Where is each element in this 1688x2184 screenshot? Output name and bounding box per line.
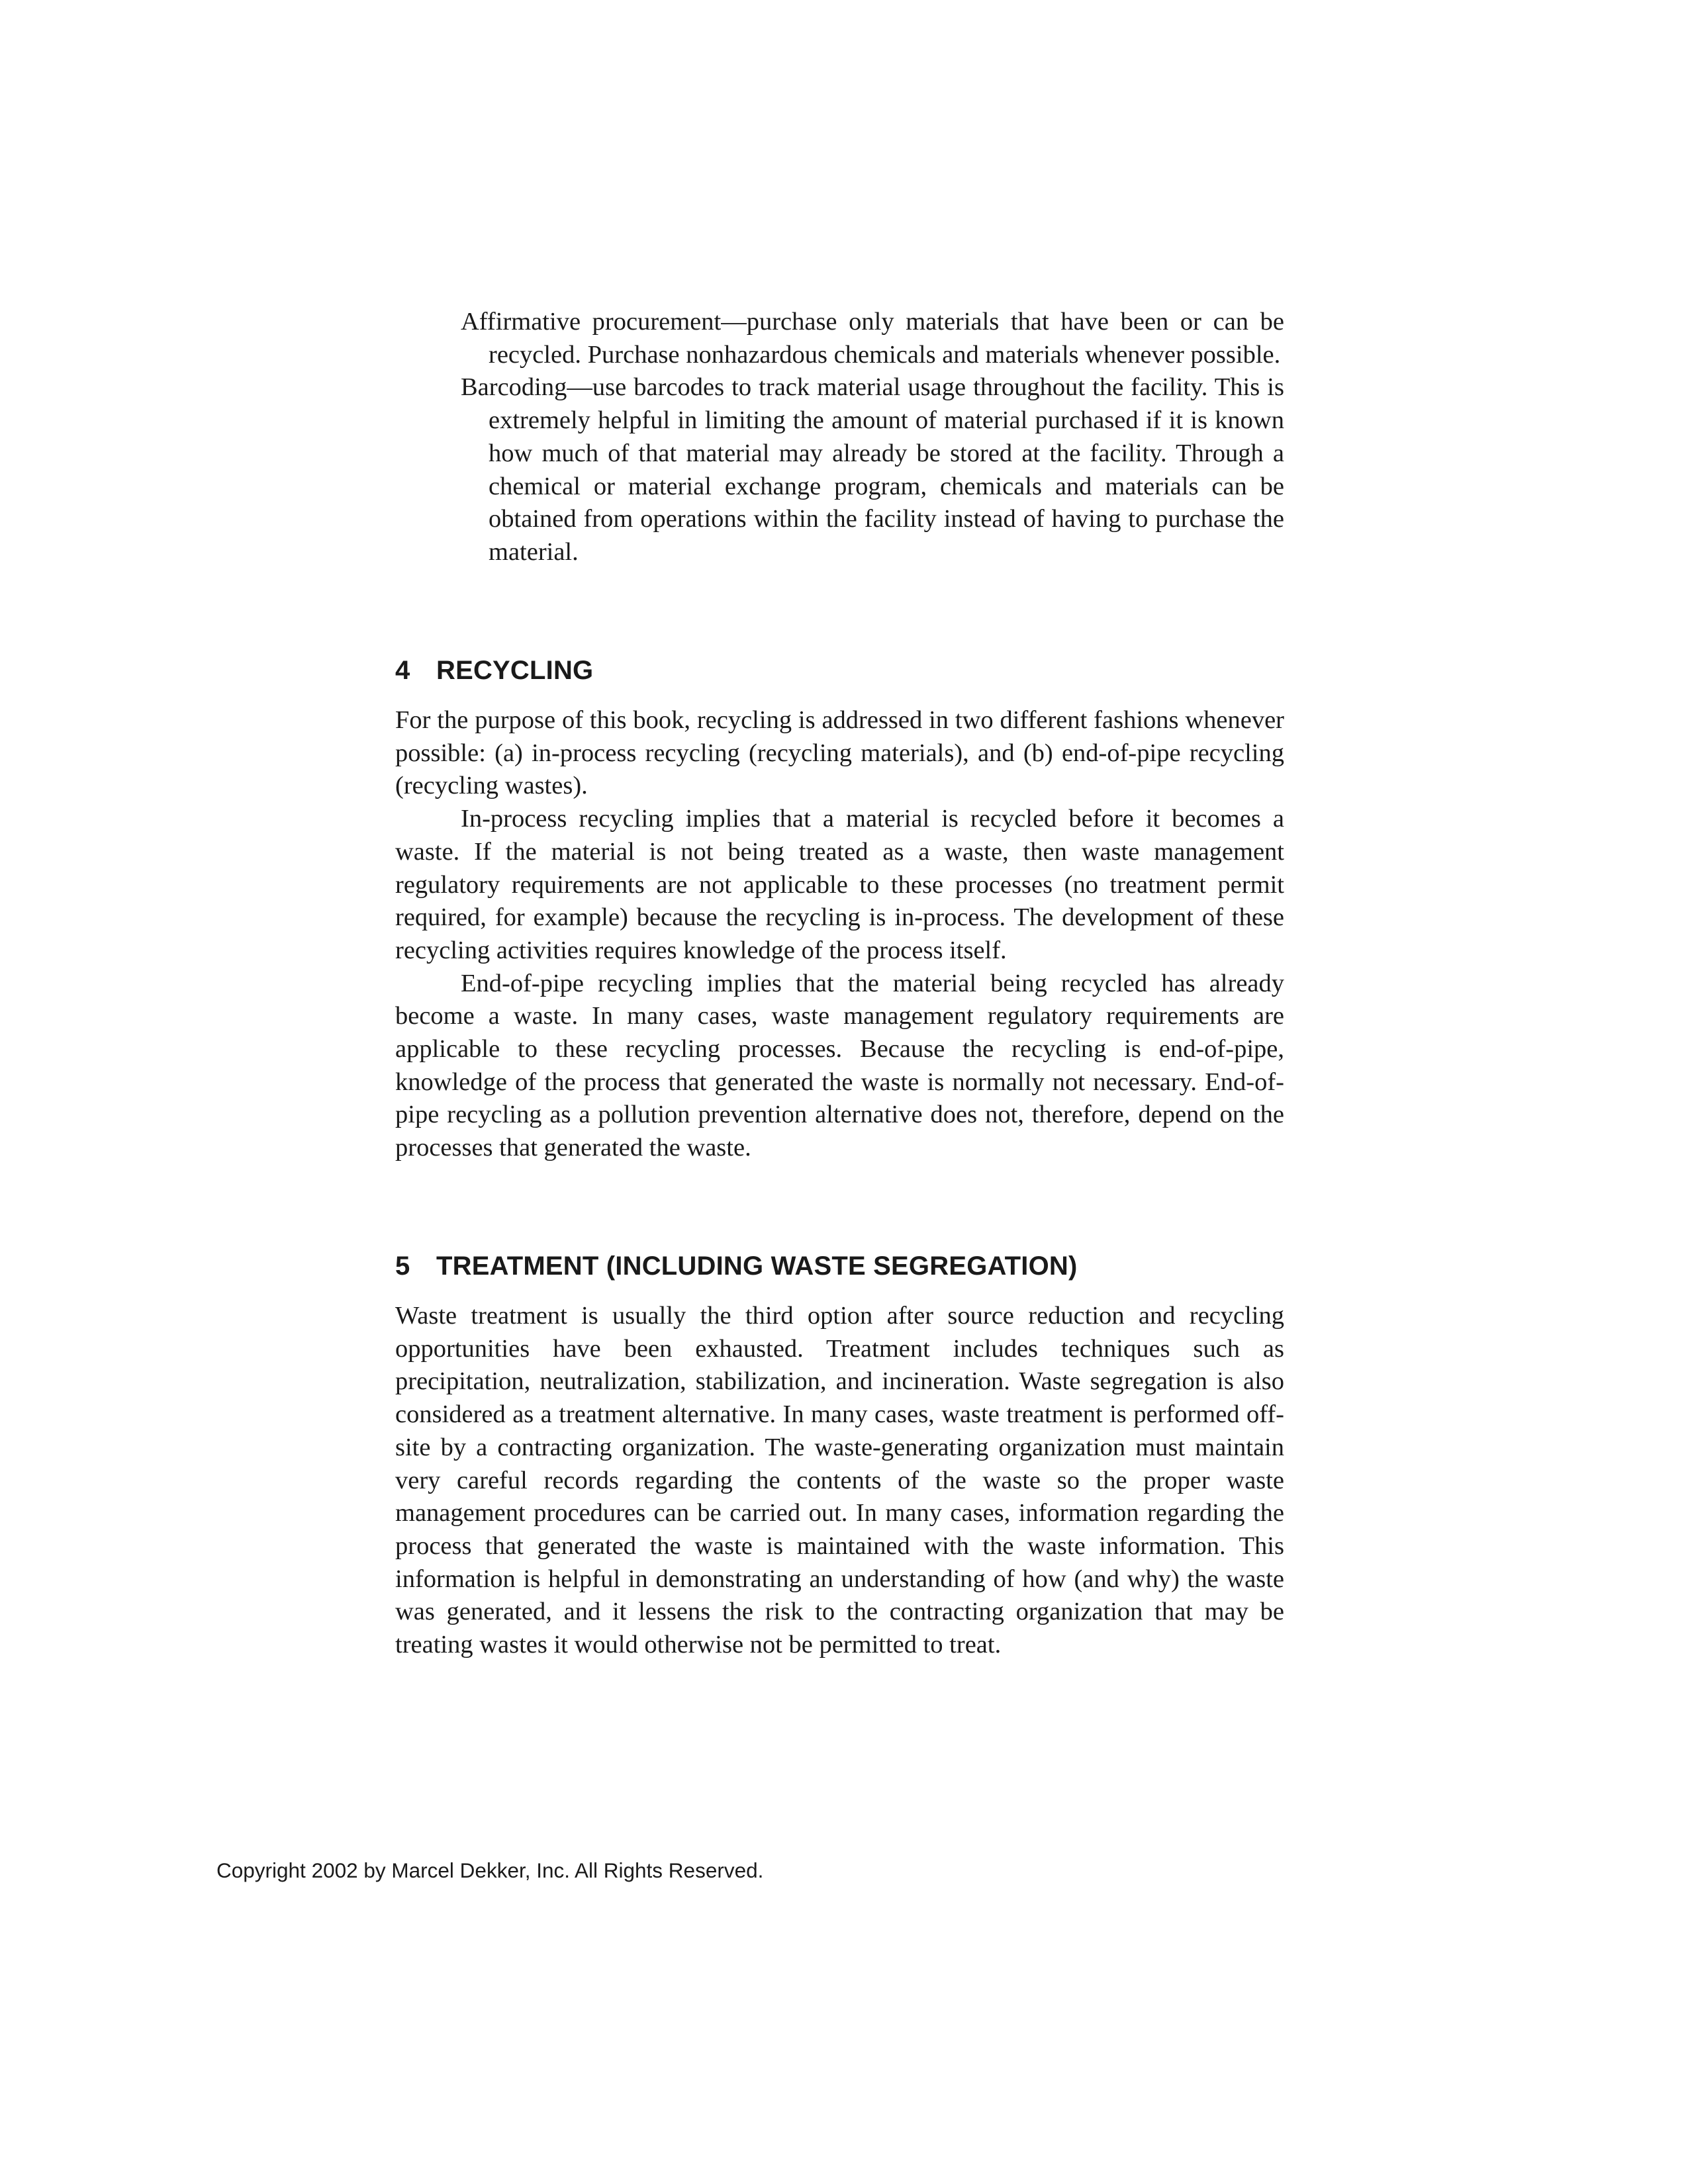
paragraph: In-process recycling implies that a material is recycled before it becomes a waste. If the material is not being treated as a waste, then waste management regulatory requirements are not applicable to these processes (no treatment permit required, for example) because the recycling is in-process. The development of these recycling activities requires knowledge of the process itself. <box>395 805 1284 964</box>
section-recycling <box>395 654 1284 1165</box>
copyright-footer: Copyright 2002 by Marcel Dekker, Inc. All Rights Reserved. <box>216 1858 764 1882</box>
section-treatment <box>395 1250 1284 1662</box>
section-heading <box>395 1250 1284 1283</box>
list-item-barcoding: Barcoding—use barcodes to track material usage throughout the facility. This is extremely helpful in limiting the amount of material purchased if it is known how much of that material may already be stored at the facility. Through a chemical or material exchange program, chemicals and materials can be obtained from operations within the facility instead of having to purchase the material. <box>461 373 1284 566</box>
paragraph: For the purpose of this book, recycling is addressed in two different fashions whenever possible: (a) in-process recycling (recycling materials), and (b) end-of-pipe recycling (recycling wastes). <box>395 706 1284 800</box>
paragraph: Waste treatment is usually the third option after source reduction and recycling opportunities have been exhausted. Treatment includes techniques such as precipitation, neutralization, stabilization, and incineration. Waste segregation is also considered as a treatment alternative. In many cases, waste treatment is performed off-site by a contracting organization. The waste-generating organization must maintain very careful records regarding the contents of the waste so the proper waste management procedures can be carried out. In many cases, information regarding the process that generated the waste is maintained with the waste information. This information is helpful in demonstrating an understanding of how (and why) the waste was generated, and it lessens the risk to the contracting organization that may be treating wastes it would otherwise not be permitted to treat. <box>395 1302 1284 1659</box>
section-heading <box>395 654 1284 687</box>
paragraph: End-of-pipe recycling implies that the material being recycled has already become a waste. In many cases, waste management regulatory requirements are applicable to these recycling processes. Because the recycling is end-of-pipe, knowledge of the process that generated the waste is normally not necessary. End-of-pipe recycling as a pollution prevention alternative does not, therefore, depend on the processes that generated the waste. <box>395 969 1284 1162</box>
procurement-list <box>461 306 1284 569</box>
section-number: 4 <box>395 656 410 685</box>
section-title: RECYCLING <box>436 656 594 685</box>
section-number: 5 <box>395 1251 410 1281</box>
section-body <box>395 704 1284 1165</box>
list-item-affirmative-procurement: Affirmative procurement—purchase only materials that have been or can be recycled. Purchase nonhazardous chemicals and materials whenever possible. <box>461 308 1284 369</box>
section-body <box>395 1300 1284 1662</box>
section-title: TREATMENT (INCLUDING WASTE SEGREGATION) <box>436 1251 1078 1281</box>
